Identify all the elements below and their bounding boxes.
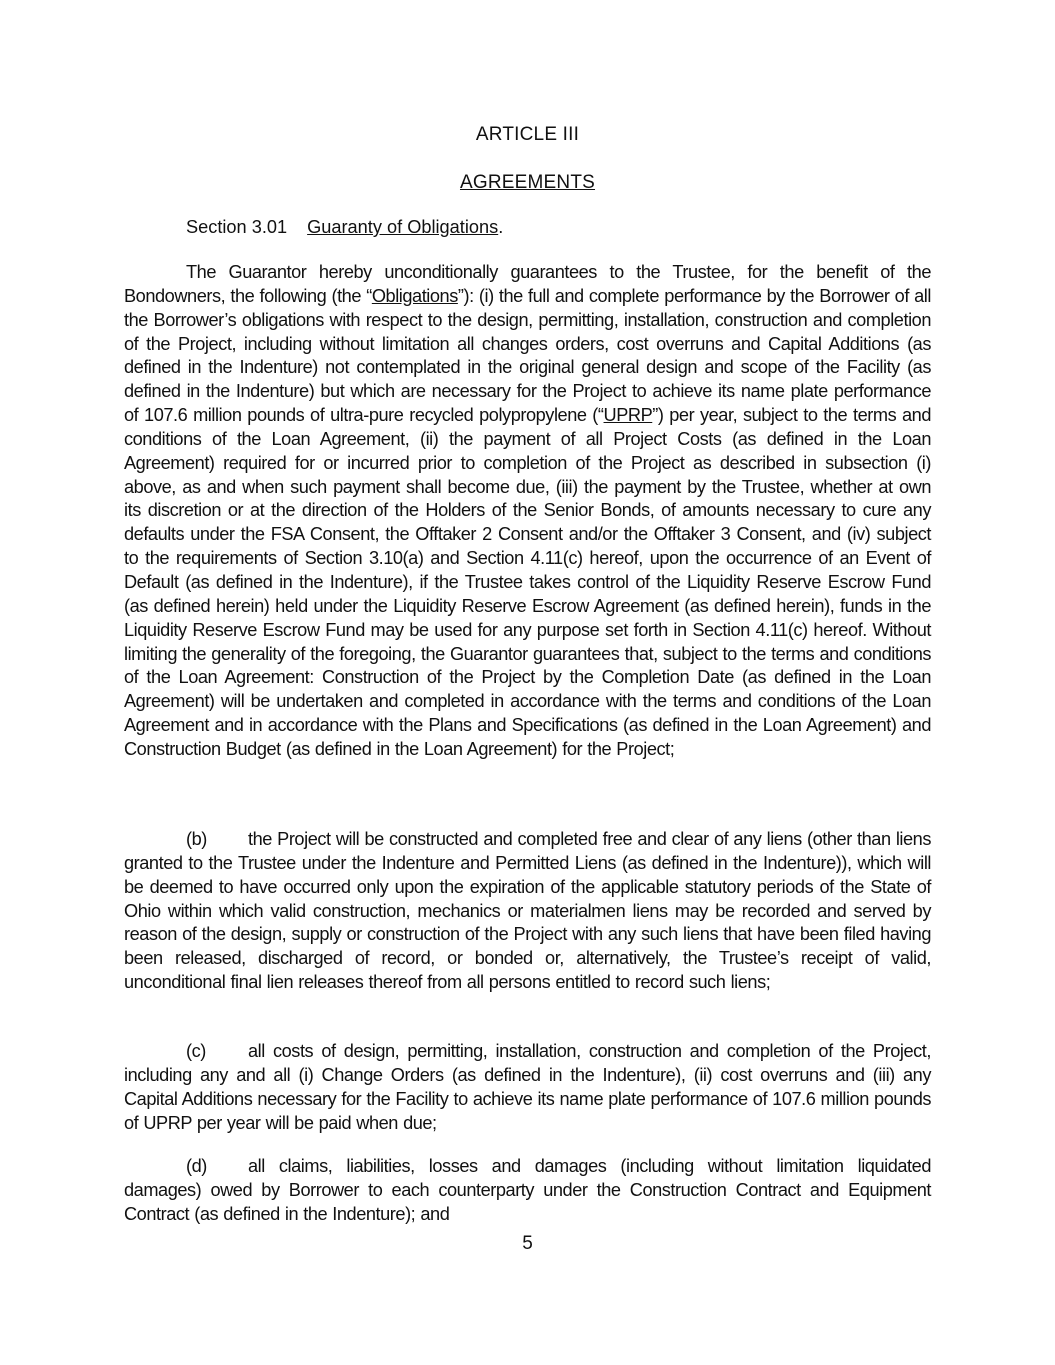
defined-term-obligations: Obligations — [371, 285, 458, 306]
article-title: AGREEMENTS — [459, 172, 596, 193]
section-heading — [186, 217, 503, 238]
clause-c — [124, 1040, 931, 1135]
paragraph-text: ”): (i) the full and complete performance by the Borrower of all the Borrower’s obligations with respect to the design, permitting, installation, construction and completion of the Project, including without limitation all changes orders, cost overruns and Capital Additions (as defined in the Indenture) not contemplated in the original general design and scope of the Facility (as defined in the Indenture) but which are necessary for the Project to achieve its name plate performance of 107.6 million pounds of ultra-pure recycled polypropylene (“ — [124, 285, 931, 426]
clause-text: all claims, liabilities, losses and damages (including without limitation liquidated damages) owed by Borrower to each counterparty under the Construction Contract and Equipment Contract (as defined in the Indenture); and — [124, 1156, 931, 1224]
paragraph-text: ”) per year, subject to the terms and conditions of the Loan Agreement, (ii) the payment of all Project Costs (as defined in the Loan Agreement) required for or incurred prior to completion of the Project as described in subsection (i) above, as and when such payment shall become due, (iii) the payment by the Trustee, whether at own its discretion or at the direction of the Holders of the Senior Bonds, of amounts necessary to cure any defaults under the FSA Consent, the Offtaker 2 Consent and/or the Offtaker 3 Consent, and (iv) subject to the requirements of Section 3.10(a) and Section 4.11(c) hereof, upon the occurrence of an Event of Default (as defined in the Indenture), if the Trustee takes control of the Liquidity Reserve Escrow Fund (as defined herein) held under the Liquidity Reserve Escrow Agreement (as defined herein), funds in the Liquidity Reserve Escrow Fund may be used for any purpose set forth in Section 4.11(c) hereof. Without limiting the generality of the foregoing, the Guarantor guarantees that, subject to the terms and conditions of the Loan Agreement: Construction of the Project by the Completion Date (as defined in the Loan Agreement) will be undertaken and completed in accordance with the terms and conditions of the Loan Agreement and in accordance with the Plans and Specifications (as defined in the Loan Agreement) and Construction Budget (as defined in the Loan Agreement) for the Project; — [124, 405, 931, 759]
clause-b — [124, 828, 931, 995]
defined-term-uprp: UPRP — [603, 405, 653, 426]
clause-text: all costs of design, permitting, installation, construction and completion of the Project, including any and all (i) Change Orders (as defined in the Indenture), (ii) cost overruns and (iii) any Capital Additions necessary for the Facility to achieve its name plate performance of 107.6 million pounds of UPRP per year will be paid when due; — [124, 1041, 931, 1133]
clause-d — [124, 1155, 931, 1227]
clause-label: (d) — [186, 1156, 207, 1176]
article-heading: ARTICLE III — [475, 124, 580, 145]
section-title: Guaranty of Obligations — [307, 217, 499, 237]
page-number: 5 — [522, 1233, 533, 1254]
clause-label: (b) — [186, 829, 207, 849]
guaranty-paragraph — [124, 261, 931, 762]
paragraph-text: The Guarantor hereby unconditionally guarantees to the Trustee, for the benefit of the Bondowners, the following (the “ — [124, 262, 931, 306]
section-title-period: . — [498, 217, 504, 237]
section-number: Section 3.01 — [186, 217, 288, 237]
clause-label: (c) — [186, 1041, 206, 1061]
clause-text: the Project will be constructed and completed free and clear of any liens (other than liens granted to the Trustee under the Indenture and Permitted Liens (as defined in the Indenture)), which will be deemed to have occurred only upon the expiration of the applicable statutory periods of the State of Ohio within which valid construction, mechanics or materialmen liens may be recorded and served by reason of the design, supply or construction of the Project with any such liens that have been filed having been released, discharged of record, or bonded or, alternatively, the Trustee’s receipt of valid, unconditional final lien releases thereof from all persons entitled to record such liens; — [124, 829, 931, 993]
